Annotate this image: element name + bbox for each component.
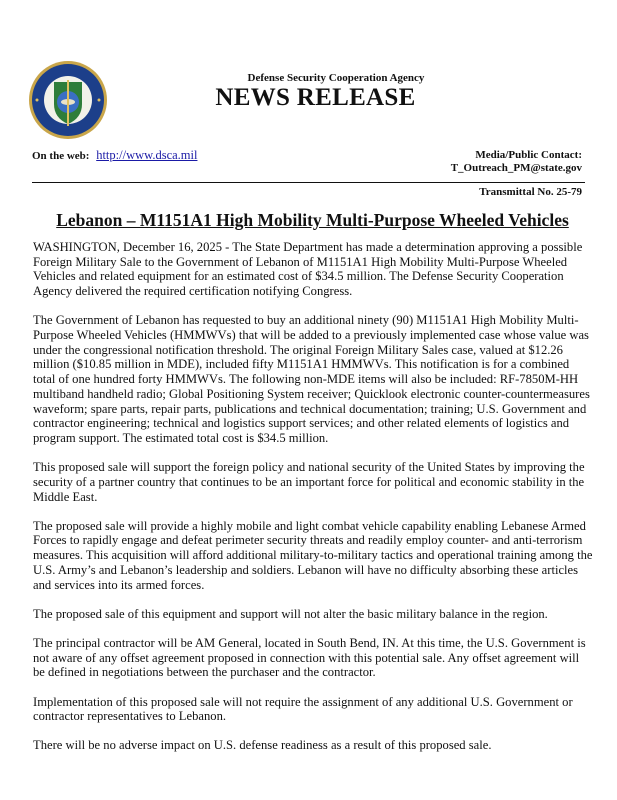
paragraph-balance: The proposed sale of this equipment and support will not alter the basic military balance in the region. bbox=[33, 606, 548, 621]
agency-name: Defense Security Cooperation Agency bbox=[247, 72, 425, 84]
headline: Lebanon – M1151A1 High Mobility Multi-Purpose Wheeled Vehicles bbox=[56, 210, 569, 230]
media-contact bbox=[451, 149, 582, 175]
contact-label: Media/Public Contact: bbox=[475, 149, 582, 161]
paragraph-request: The Government of Lebanon has requested to buy an additional ninety (90) M1151A1 High Mobility Multi-Purpose Wheeled Vehicles (HMMWVs) that will be added to a previously implemented case whose value was under the congressional notification threshold. The original Foreign Military Sales case, valued at $12.26 million ($10.85 million in MDE), included fifty M1151A1 HMMWVs. This notification is for a combined total of one hundred forty HMMWVs. The following non-MDE items will also be included: RF-7850M-HH multiband handheld radio; Global Positioning System receiver; Quicklook electronic counter-countermeasures waveform; spare parts, repair parts, publications and technical documentation; training; U.S. Government and contractor engineering; technical and logistics support services; and other related elements of logistics and program support. The estimated total cost is $34.5 million. bbox=[33, 313, 590, 445]
paragraph-readiness: There will be no adverse impact on U.S. defense readiness as a result of this proposed sale. bbox=[33, 738, 492, 753]
paragraph-implementation: Implementation of this proposed sale will not require the assignment of any additional U.S. Government or contractor representatives to Lebanon. bbox=[33, 694, 573, 724]
contact-email: T_Outreach_PM@state.gov bbox=[450, 162, 582, 174]
web-label: On the web: bbox=[32, 150, 90, 162]
transmittal-number: Transmittal No. 25-79 bbox=[479, 186, 582, 198]
page-title: NEWS RELEASE bbox=[215, 84, 416, 111]
release-body bbox=[33, 240, 593, 768]
paragraph-announcement: WASHINGTON, December 16, 2025 - The State Department has made a determination approving a possible Foreign Military Sale to the Government of Lebanon of M1151A1 High Mobility Multi-Purpose Wheeled Vehicles and related equipment for an estimated cost of $34.5 million. The Defense Security Cooperation Agency delivered the required certification notifying Congress. bbox=[33, 240, 583, 299]
header-divider bbox=[32, 182, 585, 183]
paragraph-capability: The proposed sale will provide a highly mobile and light combat vehicle capability enabling Lebanese Armed Forces to rapidly engage and defeat perimeter security threats and readily employ counter- and anti-terrorism measures. This acquisition will afford additional military-to-military tactics and operational training among the U.S. Army’s and Lebanon’s leadership and soldiers. Lebanon will have no difficulty absorbing these articles and services into its armed forces. bbox=[33, 518, 593, 592]
web-line bbox=[32, 148, 197, 163]
web-link[interactable]: http://www.dsca.mil bbox=[96, 148, 198, 162]
paragraph-foreign-policy: This proposed sale will support the foreign policy and national security of the United States by improving the security of a partner country that continues to be an important force for political and economic stability in the Middle East. bbox=[33, 460, 585, 504]
paragraph-contractor: The principal contractor will be AM General, located in South Bend, IN. At this time, the U.S. Government is not aware of any offset agreement proposed in connection with this potential sale. Any offset agreement will be defined in negotiations between the purchaser and the contractor. bbox=[33, 635, 586, 680]
